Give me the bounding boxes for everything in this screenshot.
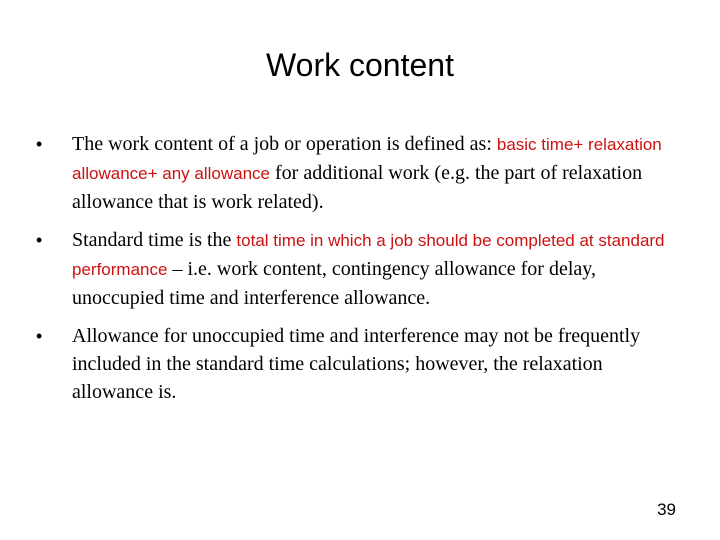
bullet-highlight: total time in which a job should be completed at standard performance	[72, 231, 665, 279]
page-number: 39	[657, 500, 676, 519]
bullet-item-allowance	[36, 322, 686, 407]
bullet-highlight: basic time+ relaxation allowance+ any allowance	[72, 135, 662, 183]
bullet-item-standard-time	[36, 226, 686, 312]
bullet-text: Allowance for unoccupied time and interference may not be frequently included in the standard time calculations; however, the relaxation allowance is.	[72, 325, 641, 403]
bullet-text-continued: for additional work (e.g. the part of relaxation allowance that is work related).	[72, 162, 643, 213]
slide-title: Work content	[266, 47, 454, 83]
bullet-marker: •	[36, 134, 43, 154]
bullet-marker: •	[36, 326, 43, 346]
bullet-item-work-content	[36, 130, 686, 216]
bullet-list	[36, 130, 686, 417]
bullet-text: The work content of a job or operation is defined as:	[72, 133, 497, 155]
bullet-text-continued: – i.e. work content, contingency allowance for delay, unoccupied time and interference allowance.	[72, 258, 596, 309]
bullet-marker: •	[36, 230, 43, 250]
bullet-text: Standard time is the	[72, 229, 237, 251]
